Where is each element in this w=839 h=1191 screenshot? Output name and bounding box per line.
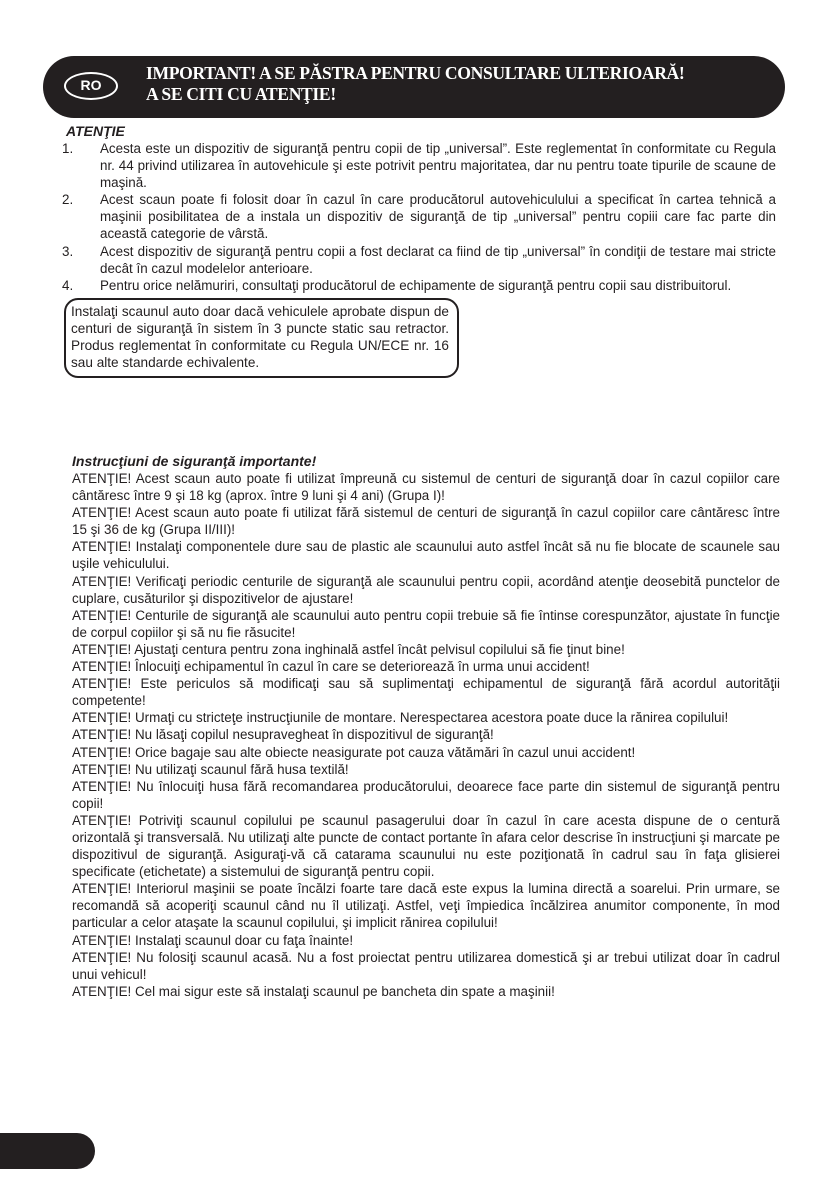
attention-item: [62, 140, 776, 191]
item-number: 3.: [62, 243, 74, 259]
item-text: Acesta este un dispozitiv de siguranţă pentru copii de tip „universal”. Este reglementat în conformitate cu Regula nr. 44 privind utilizarea în autovehicule şi este potrivit pentru majoritatea, dar nu pentru toate tipurile de scaune de maşină.: [100, 141, 776, 191]
warning-item: ATENŢIE! Nu lăsaţi copilul nesupravegheat în dispozitivul de siguranţă!: [72, 727, 494, 743]
warning-item: ATENŢIE! Centurile de siguranţă ale scaunului auto pentru copii trebuie să fie întinse corespunzător, ajustate în funcţie de corpul copiilor şi să nu fie răsucite!: [72, 607, 780, 640]
warning-item: ATENŢIE! Instalaţi scaunul doar cu faţa înainte!: [72, 932, 354, 948]
warning-item: ATENŢIE! Nu înlocuiţi husa fără recomandarea producătorului, deoarece face parte din sistemul de siguranţă pentru copii!: [72, 778, 780, 811]
attention-item: [62, 191, 776, 242]
attention-list: [62, 140, 776, 294]
warning-item: ATENŢIE! Urmaţi cu stricteţe instrucţiunile de montare. Nerespectarea acestora poate duce la rănirea copilului!: [72, 710, 729, 726]
installation-note-text: Instalaţi scaunul auto doar dacă vehiculele aprobate dispun de centuri de siguranţă în sistem în 3 puncte static sau retractor. Produs reglementat în conformitate cu Regula UN/ECE nr. 16 sau alte standarde echivalente.: [71, 303, 449, 371]
safety-instructions-section: [72, 453, 780, 1000]
warning-item: ATENŢIE! Este periculos să modificaţi sau să suplimentaţi echipamentul de siguranţă fără acordul autorităţii competente!: [72, 676, 780, 709]
warning-item: ATENŢIE! Orice bagaje sau alte obiecte neasigurate pot cauza vătămări în cazul unui accident!: [72, 744, 636, 760]
attention-item: [62, 277, 776, 294]
warning-item: ATENŢIE! Acest scaun auto poate fi utilizat împreună cu sistemul de centuri de siguranţă doar în cazul copiilor care cântăresc între 9 şi 18 kg (aprox. între 9 luni şi 4 ani) (Grupa I)!: [72, 471, 780, 504]
header-title-line-1: IMPORTANT! A SE PĂSTRA PENTRU CONSULTARE ULTERIOARĂ!: [146, 63, 685, 83]
item-text: Acest dispozitiv de siguranţă pentru copii a fost declarat ca fiind de tip „universal” în condiţii de testare mai stricte decât în cazul modelelor anterioare.: [100, 243, 776, 276]
warning-item: ATENŢIE! Nu folosiţi scaunul acasă. Nu a fost proiectat pentru utilizarea domestică şi ar trebui utilizat doar în cadrul unui vehicul!: [72, 949, 780, 982]
language-badge: RO: [64, 72, 118, 100]
item-text: Acest scaun poate fi folosit doar în cazul în care producătorul autovehiculului a specificat în cartea tehnică a maşinii posibilitatea de a instala un dispozitiv de siguranţă de tip „universal” pentru copiii care fac parte din această categorie de vârstă.: [100, 192, 776, 242]
warning-item: ATENŢIE! Potriviţi scaunul copilului pe scaunul pasagerului doar în cazul în care acesta dispune de o centură orizontală şi transversală. Nu utilizaţi alte puncte de contact portante în afara celor descrise în instrucţiuni şi marcate pe dispozitivul de siguranţă. Asiguraţi-vă că catarama scaunului nu este poziţionată în cadrul sau în faţa glisierei specificate (etichetate) a sistemului de siguranţă pentru copii.: [72, 812, 780, 880]
page-footer-tab: [0, 1133, 95, 1169]
warning-item: ATENŢIE! Ajustaţi centura pentru zona inghinală astfel încât pelvisul copilului să fie ţinut bine!: [72, 641, 625, 657]
attention-heading: ATENŢIE: [66, 123, 125, 139]
warning-item: ATENŢIE! Verificaţi periodic centurile de siguranţă ale scaunului pentru copii, acordând atenţie deosebită punctelor de cuplare, cusăturilor şi dispozitivelor de ajustare!: [72, 573, 780, 606]
item-number: 2.: [62, 192, 74, 208]
warning-item: ATENŢIE! Instalaţi componentele dure sau de plastic ale scaunului auto astfel încât să nu fie blocate de scaunele sau uşile vehiculului.: [72, 539, 780, 572]
warning-item: ATENŢIE! Înlocuiţi echipamentul în cazul în care se deteriorează în urma unui accident!: [72, 659, 590, 675]
page-header-banner: [43, 56, 785, 118]
header-title: [146, 63, 771, 105]
warning-item: ATENŢIE! Cel mai sigur este să instalaţi scaunul pe bancheta din spate a maşinii!: [72, 983, 555, 999]
warning-item: ATENŢIE! Acest scaun auto poate fi utilizat fără sistemul de centuri de siguranţă în cazul copiilor care cântăresc între 15 şi 36 de kg (Grupa II/III)!: [72, 505, 780, 538]
attention-section: [62, 123, 776, 378]
item-text: Pentru orice nelămuriri, consultaţi producătorul de echipamente de siguranţă pentru copii sau distribuitorul.: [100, 277, 732, 293]
item-number: 4.: [62, 277, 74, 293]
warning-item: ATENŢIE! Nu utilizaţi scaunul fără husa textilă!: [72, 761, 349, 777]
safety-heading: Instrucţiuni de siguranţă importante!: [72, 453, 317, 469]
header-title-line-2: A SE CITI CU ATENŢIE!: [146, 84, 336, 104]
warning-item: ATENŢIE! Interiorul maşinii se poate încălzi foarte tare dacă este expus la lumina directă a soarelui. Prin urmare, se recomandă să acoperiţi scaunul când nu îl utilizaţi. Astfel, veţi împiedica încălzirea anumitor componente, în mod particular a celor ataşate la scaunul copilului, şi implicit rănirea copilului!: [72, 881, 780, 931]
item-number: 1.: [62, 141, 74, 156]
attention-item: [62, 243, 776, 277]
installation-note-box: [64, 298, 459, 378]
